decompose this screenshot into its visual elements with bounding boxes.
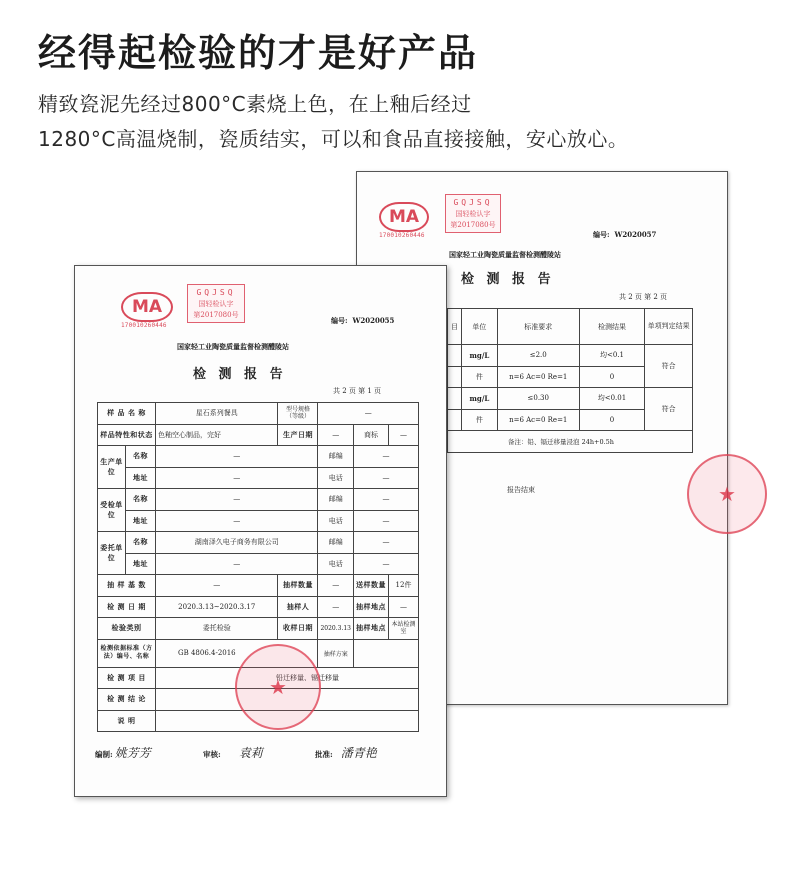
cma-logo: MA 170010260446: [379, 202, 429, 239]
note-row: 备注：铅、镉迁移量浸泡 24h+0.5h: [448, 431, 693, 453]
reviewer-signature: 审核: 袁莉: [203, 746, 263, 760]
report-number: 编号: W2020055: [331, 316, 395, 325]
inspection-seal-stamp: ★: [235, 644, 321, 730]
table-row: 检 测 日 期 2020.3.13~2020.3.17 抽样人 — 抽样地点 —: [98, 596, 419, 618]
table-row: 检 测 结 论: [98, 689, 419, 711]
report-title: 检 测 报 告: [461, 272, 555, 287]
table-row: 检 测 项 目 铅迁移量、镉迁移量: [98, 667, 419, 689]
qualification-stamp: GQJSQ 国轻检认字 第2017080号: [187, 284, 245, 323]
table-row: 委托单位 名称 湖南泽久电子商务有限公司 邮编 —: [98, 532, 419, 554]
org-name: 国家轻工业陶瓷质量监督检测醴陵站: [177, 342, 289, 351]
test-report-page-1: [74, 265, 447, 797]
table-row: 受检单位 名称 — 邮编 —: [98, 489, 419, 511]
table-row: 抽 样 基 数 — 抽样数量 — 送样数量 12件: [98, 575, 419, 597]
table-row: 样 品 名 称 星石系列餐具 型号规格（等级） —: [98, 403, 419, 425]
page-headline: 经得起检验的才是好产品: [38, 31, 479, 75]
table-header-row: 目 单位 标准要求 检测结果 单项判定结果: [448, 309, 693, 345]
table-row: 检测依据标准（方法）编号、名称 GB 4806.4-2016 抽样方案: [98, 639, 419, 667]
table-row: 检验类别 委托检验 收样日期 2020.3.13 抽样地点 本站检测室: [98, 618, 419, 640]
table-row: 说 明: [98, 710, 419, 732]
description-line-1: 精致瓷泥先经过800°C素烧上色，在上釉后经过: [38, 92, 472, 116]
table-row: 地址 — 电话 —: [98, 553, 419, 575]
table-row: 地址 — 电话 —: [98, 510, 419, 532]
compiler-signature: 编制: 姚芳芳: [95, 746, 151, 760]
report-end: 报告结束: [507, 486, 535, 494]
cma-logo: MA 170010260446: [121, 292, 173, 329]
results-table: [447, 308, 693, 453]
table-row: mg/L ≤2.0 均<0.1 符合: [448, 345, 693, 367]
table-row: mg/L ≤0.30 均<0.01 符合: [448, 388, 693, 410]
report-number: 编号: W2020057: [593, 230, 657, 239]
table-row: 生产单位 名称 — 邮编 —: [98, 446, 419, 468]
table-row: 件 n=6 Ac=0 Re=1 0: [448, 409, 693, 431]
page-count: 共 2 页 第 2 页: [619, 293, 668, 301]
table-row: 件 n=6 Ac=0 Re=1 0: [448, 366, 693, 388]
page-count: 共 2 页 第 1 页: [333, 387, 382, 395]
table-row: 样品特性和状态 色釉空心制品，完好 生产日期 — 商标 —: [98, 424, 419, 446]
inspection-seal-stamp: ★: [687, 454, 767, 534]
qualification-stamp: GQJSQ 国轻检认字 第2017080号: [445, 194, 501, 233]
description-line-2: 1280°C高温烧制，瓷质结实，可以和食品直接接触，安心放心。: [38, 127, 629, 151]
org-name: 国家轻工业陶瓷质量监督检测醴陵站: [449, 250, 561, 259]
report-title: 检 测 报 告: [193, 367, 287, 382]
approver-signature: 批准: 潘青艳: [315, 746, 377, 760]
table-row: 地址 — 电话 —: [98, 467, 419, 489]
